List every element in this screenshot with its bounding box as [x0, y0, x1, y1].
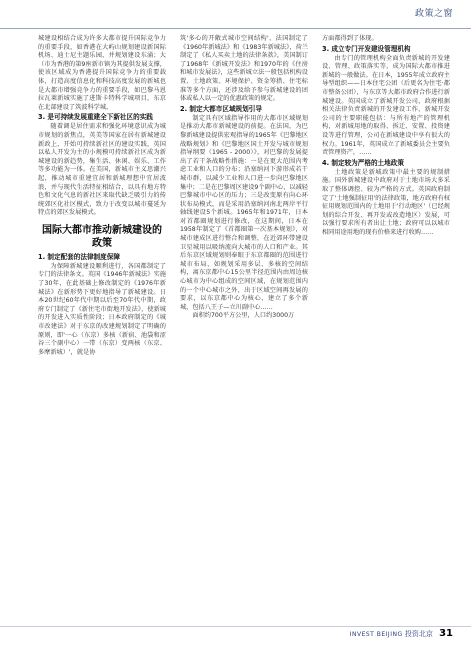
paragraph: 随着调是居住需求和强化环境意识成为城市规划的新焦点，英美等国家在居有新城建设新政上，开始可持续新社区的建设实践，英国以私人开发为主的小规模可持续新社区成为新城建设的新趋势，集生活、休闲、娱乐、工作等多功能为一体。在美国，新城市主义思潮兴起，推动城市重建宜居和新城理想中宜居波浪，并与现代生活特征相结合，以具有地方特色和文化气息的新社区来取代缺乏吸引力的传统郊区化社区模式，致力于改变以城市蔓延为特点的郊区发展模式。 [38, 123, 166, 217]
paragraph: 制定具有区域指导作用的大都市区域规划是推动大都市新城建设的前提。在法国，为巴黎新城建设提供宏观指导的1965年《巴黎地区战略规划》和《巴黎地区国土开发与城市规划指导纲要（1965 - 2000）》，对巴黎的发展提出了若干条战略性措施：一是在更大范围内考虑工业和人口的分布；沿塞纳河下游形成若干城市群，以减少工业和人口进一步向巴黎地区集中；二是在巴黎周区建设9个副中心，以减轻巴黎城市中心区的压力；三是改变原有向心环状布局模式，而是采用沿塞纳河南北两岸平行轴线建设5个新城。1965年和1971年，日本对首都圈规划进行修改，在这期间，日本在1958年制定了《首都圈第一次基本规划》，对城市建成区进行整合和调整，在近郊环带建设卫星城用以吸纳流向大城市的人口和产业。其后东京区域规划则奉眼于东京都圈的范围进行城市布局，如规划采用多层、多核的空间结构，离东京都中心15公里半径范围内由周边核心城市为中心组成的空间区域，在规划范围内的一个中心城市之外，出于区域空间再发展的要求，以东京都中心为核心，建立了多个新城，包括八王子—立川副中心…… [180, 114, 308, 311]
column-2 [180, 35, 308, 321]
column-3 [322, 35, 450, 237]
paragraph: 方面都得到了体现。 [322, 35, 378, 42]
column-1 [38, 35, 166, 357]
section-heading: 3. 是可持续发展重建全下新社区的实践 [38, 113, 153, 122]
footer [350, 628, 453, 639]
page-number: 31 [439, 628, 453, 639]
subsection-heading: 2. 制定大都市区域规划引导 [180, 104, 262, 113]
footer-label: 投资北京 [404, 630, 433, 638]
paragraph: 由专门的管理机构全面负责新城的开发建设、管理、政策落实等，成为国际大都市推进新城的一般做法。在日本，1955年成立政府主导型组织——日本住宅公团（后更名为住宅·都市整备公团），与东京等大都市政府合作进行新城建设。英国成立了新城开发公司，政府根据相关法律负责新城的开发建设工作，新城开发公司的主要职能包括：与所有地产的管理机构，对新城用地的取得、拆迁、安置、投资建设等进行管理，公司在新城建设中享有很大的权力。1961年，英国成立了新城委员会主要负责管理资产，…… [322, 54, 450, 157]
subsection-heading: 1. 制定配套的法律制度保障 [38, 252, 120, 261]
paragraph: 为保障新城建设顺利进行，各国都制定了专门的法律条文。英国《1946年新城法》实施了30年，在此基础上修改制定的《1976年新城法》在新形势下更好地指导了新城建设。日本20世纪60年代中期以后至70年代中期，政府专门制定了《新住宅市街地开发法》，使新城的开发进入实质性阶段；日本政府制定的《城市改建法》对于东京的改建规划制定了明确的原则，即'一心（东京）多核（新宿、池袋和涩谷三个副中心）一带（东京）变两核（东京、多摩新城）'，就是协 [38, 262, 166, 356]
subsection-heading: 3. 成立专门开发建设管理机构 [322, 44, 411, 53]
paragraph: 筑'多心的开敞式城市空间结构'，法国制定了《1960年新城法》和《1983年新城法》，荷兰制定了《私人买卖土地的法律条款》，美国制订了1968年《新城开发法》和1970年的《住房和城市发展法》，这些新城立法一般包括机构设置、土地政策、环境保护、资金筹措、住宅标准等多个方面，还涉及给予参与新城建设的团体或私人以一定的优惠政策的规定。 [180, 35, 308, 103]
paragraph: 面积约700平方公里，人口约3000万 [192, 312, 295, 320]
footer-brand: INVEST BEIJING [349, 631, 403, 638]
header-label: 政策之窗 [414, 9, 453, 19]
paragraph: 土地政策是新城政策中最主要的规制措施。国外新城建设中政府对于土地市场大多采取了整体调控、较为严格的方式。英国政府制定了'土地强制征用'的法律政策，地方政府有权征用规划范围内的土地用于'行动地区'（已经规划的综合开发、再开发或改造地区）发展，可以强行要求所有者出让土地；政府可以以城市相同用途用地的现有价格来进行收购…… [322, 168, 450, 236]
section-title: 国际大都市推动新城建设的政策 [42, 224, 162, 249]
header-rule [0, 28, 471, 29]
subsection-heading: 4. 制定较为严格的土地政策 [322, 158, 404, 167]
footer-rule [0, 626, 471, 627]
paragraph: 城建设相结合成为许多大都市提升国际竞争力的重要手段，如香港在大屿山规划建设新国际机场、迪士尼主题乐园，并规划建设东涌；大（市为香港的第9座新市镇为其提供发展支撑，使该区域成为香港提升国际竞争力的重要载体，打造高度信息化和科技高度发展的新城也是大都市增强竞争力的重要手段，如巴黎马恩拉瓦莱新城实施了进斯卡特科学城项目，东京在北部建设了筑波科学城。 [38, 35, 166, 111]
